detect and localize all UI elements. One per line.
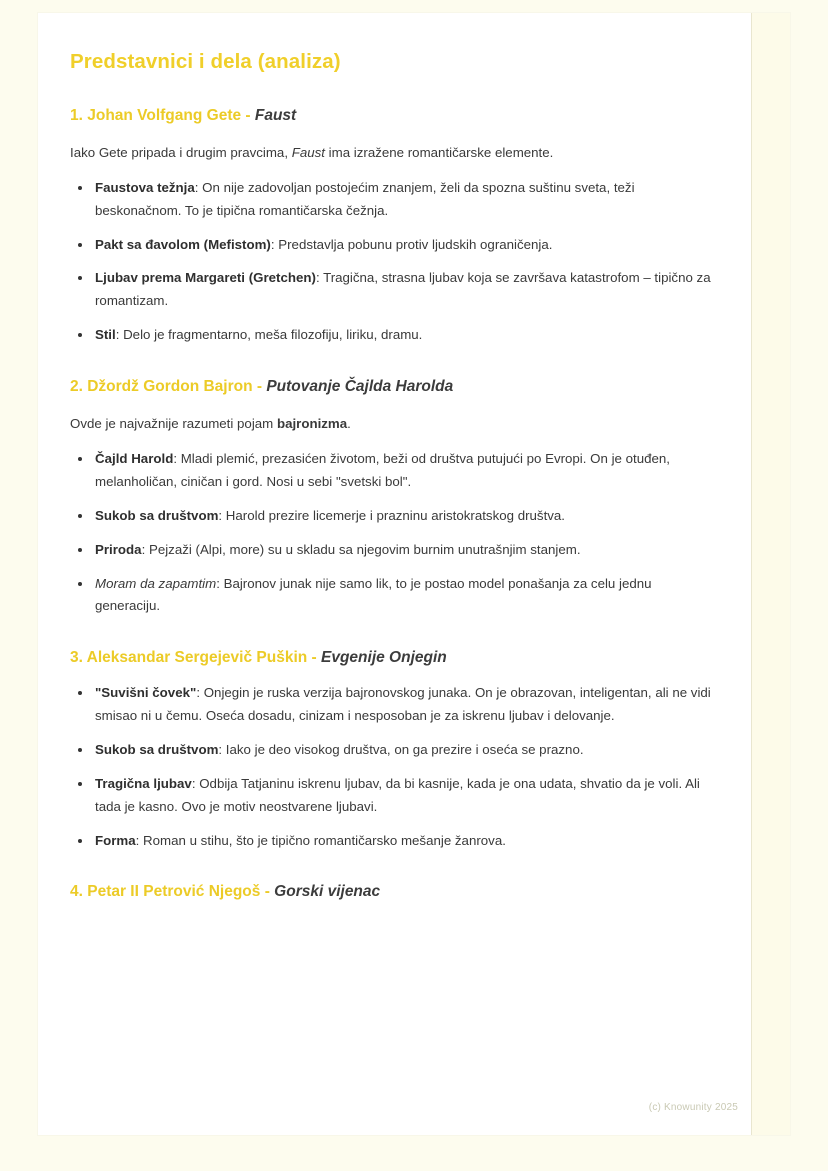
bullet-text: : Harold prezire licemerje i prazninu aristokratskog društva.: [218, 507, 566, 523]
page-edge-strip: [751, 13, 790, 1135]
bullet-text: : On nije zadovoljan postojećim znanjem, želi da spozna suštinu sveta, teži beskonačnom. To je tipična romantičarska čežnja.: [95, 179, 635, 218]
section-heading-2: [70, 377, 712, 398]
section-bullets-2: [70, 448, 712, 618]
section-intro-1-emphasis: Faust: [291, 144, 325, 160]
bullet-lead-italic: Moram da zapamtim: [95, 575, 217, 591]
section-intro-2-pre: Ovde je najvažnije razumeti pojam: [70, 415, 277, 431]
document-sheet: [38, 13, 790, 1135]
list-item: [70, 739, 712, 762]
section-intro-2-post: .: [347, 415, 351, 431]
section-author-2: 2. Džordž Gordon Bajron -: [70, 377, 267, 395]
bullet-text: : Tragična, strasna ljubav koja se završava katastrofom – tipično za romantizam.: [95, 270, 711, 309]
bullet-lead: Faustova težnja: [95, 179, 195, 195]
list-item: [70, 773, 712, 819]
section-intro-2: [70, 412, 712, 435]
list-item: [70, 324, 712, 347]
document-content: [38, 13, 752, 1135]
section-intro-2-bold: bajronizma: [276, 415, 348, 431]
section-heading-3: [70, 648, 712, 669]
section-heading-4: [70, 882, 712, 903]
bullet-lead: Čajld Harold: [95, 451, 174, 467]
list-item: [70, 448, 712, 494]
watermark: (c) Knowunity 2025: [648, 1102, 738, 1113]
section-work-2: Putovanje Čajlda Harolda: [266, 377, 454, 395]
list-item: [70, 573, 712, 619]
bullet-text: : Bajronov junak nije samo lik, to je postao model ponašanja za celu jednu generaciju.: [95, 575, 652, 614]
list-item: [70, 505, 712, 528]
bullet-lead: Sukob sa društvom: [95, 507, 219, 523]
bullet-text: : Delo je fragmentarno, meša filozofiju, liriku, dramu.: [115, 327, 423, 343]
section-heading-1: [70, 106, 712, 127]
bullet-text: : Odbija Tatjaninu iskrenu ljubav, da bi kasnije, kada je ona udata, shvatio da je voli. Ali tada je kasno. Ovo je motiv neostvarene ljubavi.: [95, 775, 700, 814]
bullet-lead: Forma: [95, 832, 136, 848]
bullet-lead: Sukob sa društvom: [95, 741, 219, 757]
bullet-text: : Mladi plemić, prezasićen životom, beži od društva putujući po Evropi. On je otuđen, melanholičan, ciničan i gord. Nosi u sebi "svetski bol".: [95, 451, 670, 490]
bullet-text: : Onjegin je ruska verzija bajronovskog junaka. On je obrazovan, inteligentan, ali ne vidi smisao ni u čemu. Oseća dosadu, cinizam i nesposoban je za iskrenu ljubav i delovanje.: [95, 685, 711, 724]
list-item: [70, 830, 712, 853]
bullet-lead: Stil: [95, 327, 116, 343]
section-work-3: Evgenije Onjegin: [321, 649, 447, 667]
bullet-lead: Pakt sa đavolom (Mefistom): [95, 236, 271, 252]
list-item: [70, 539, 712, 562]
section-author-1: 1. Johan Volfgang Gete -: [70, 106, 255, 124]
bullet-text: : Roman u stihu, što je tipično romantičarsko mešanje žanrova.: [135, 832, 506, 848]
section-author-3: 3. Aleksandar Sergejevič Puškin -: [70, 649, 321, 667]
section-bullets-3: [70, 682, 712, 852]
section-work-1: Faust: [254, 106, 297, 124]
bullet-text: : Pejzaži (Alpi, more) su u skladu sa njegovim burnim unutrašnjim stanjem.: [141, 541, 581, 557]
section-intro-1: [70, 141, 712, 164]
section-work-4: Gorski vijenac: [274, 883, 381, 901]
list-item: [70, 682, 712, 728]
bullet-lead: Priroda: [95, 541, 142, 557]
bullet-text: : Iako je deo visokog društva, on ga prezire i oseća se prazno.: [218, 741, 584, 757]
list-item: [70, 267, 712, 313]
bullet-lead: "Suvišni čovek": [95, 685, 197, 701]
bullet-lead: Tragična ljubav: [95, 775, 192, 791]
section-bullets-1: [70, 177, 712, 347]
section-intro-1-pre: Iako Gete pripada i drugim pravcima,: [70, 144, 292, 160]
page-title: Predstavnici i dela (analiza): [70, 50, 341, 73]
section-intro-1-post: ima izražene romantičarske elemente.: [324, 144, 554, 160]
list-item: [70, 234, 712, 257]
list-item: [70, 177, 712, 223]
bullet-text: : Predstavlja pobunu protiv ljudskih ograničenja.: [270, 236, 553, 252]
section-author-4: 4. Petar II Petrović Njegoš -: [70, 883, 275, 901]
bullet-lead: Ljubav prema Margareti (Gretchen): [95, 270, 316, 286]
